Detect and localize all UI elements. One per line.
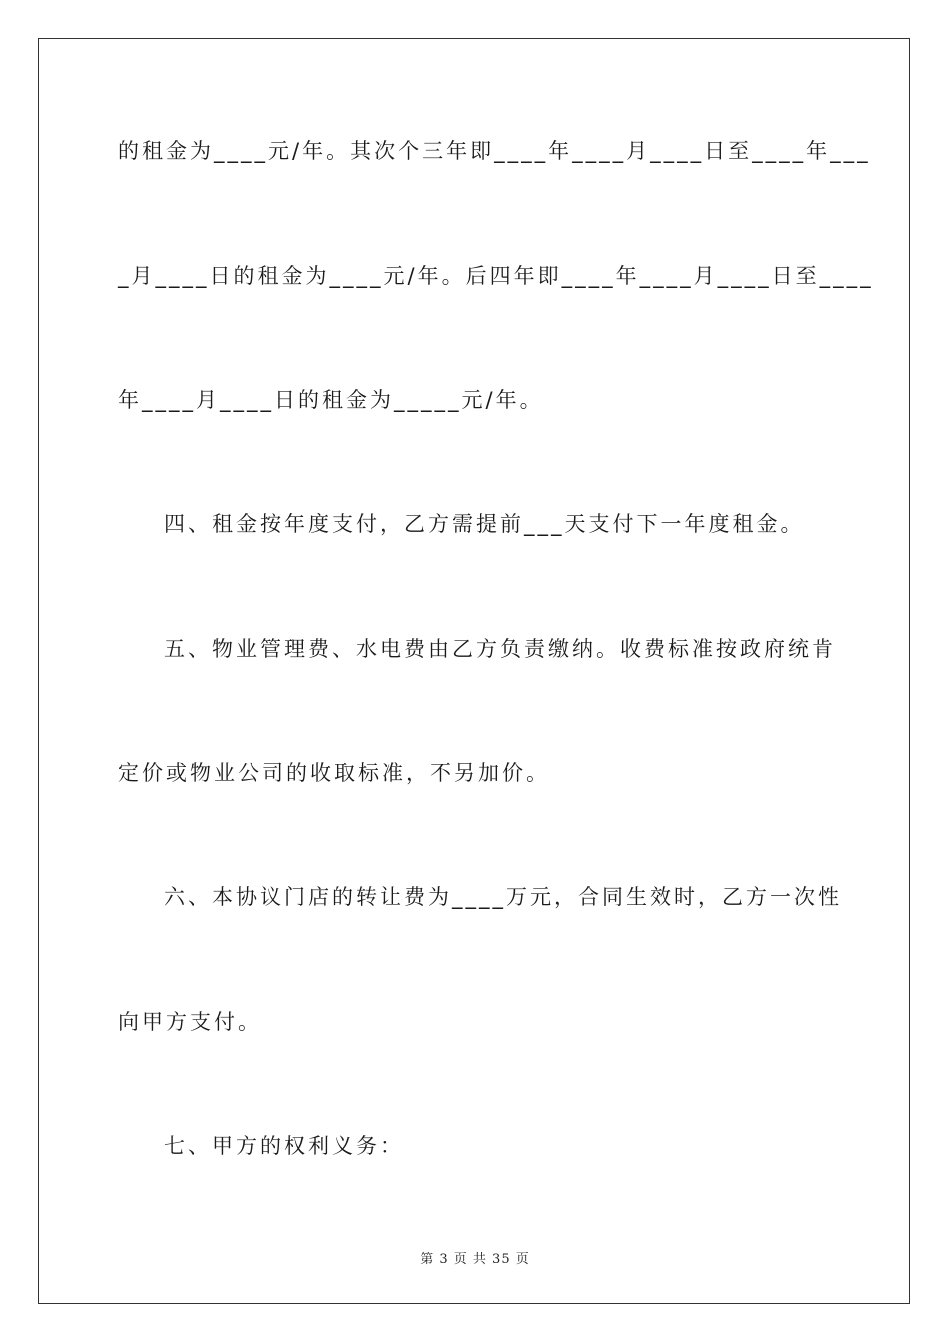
clause-5-line-2: 定价或物业公司的收取标准，不另加价。 bbox=[118, 761, 550, 785]
clause-6-line-1: 六、本协议门店的转让费为____万元，合同生效时，乙方一次性 bbox=[164, 885, 842, 909]
page-frame bbox=[38, 38, 910, 1304]
clause-4: 四、租金按年度支付，乙方需提前___天支付下一年度租金。 bbox=[164, 512, 805, 536]
page-number: 第 3 页 共 35 页 bbox=[420, 1252, 530, 1267]
clause-5-line-1: 五、物业管理费、水电费由乙方负责缴纳。收费标准按政府统肯 bbox=[164, 637, 836, 661]
rent-line-3: 年____月____日的租金为_____元/年。 bbox=[118, 388, 544, 412]
clause-7-heading: 七、甲方的权利义务： bbox=[164, 1134, 404, 1158]
clause-6-line-2: 向甲方支付。 bbox=[118, 1010, 262, 1034]
rent-line-2: _月____日的租金为____元/年。后四年即____年____月____日至____ bbox=[118, 264, 874, 288]
rent-line-1: 的租金为____元/年。其次个三年即____年____月____日至____年___ bbox=[118, 139, 871, 163]
